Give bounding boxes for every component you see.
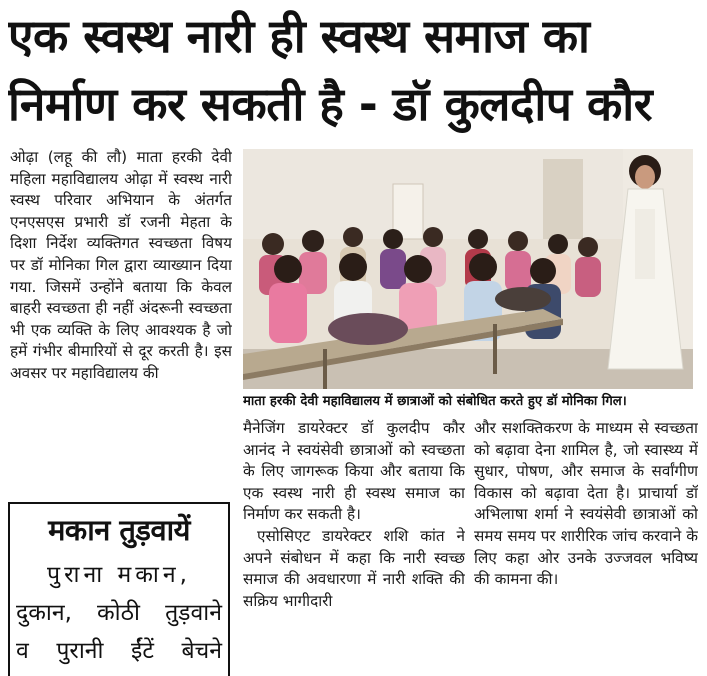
headline-line-2: निर्माण कर सकती है - डॉ कुलदीप कौर — [8, 77, 653, 131]
advert-title: मकान तुड़वायें — [48, 513, 190, 547]
article-column-middle — [243, 418, 465, 676]
article-paragraph: एसोसिएट डायरेक्टर शशि कांत ने अपने संबोधन में कहा कि नारी स्वच्छ समाज की अवधारणा में नारी शक्ति की सक्रिय भागीदारी — [243, 526, 465, 610]
headline — [8, 2, 700, 138]
article-paragraph: ओढ़ा (लहू की लौ) माता हरकी देवी महिला महाविद्यालय ओढ़ा में स्वस्थ नारी स्वस्थ परिवार अभियान के अंतर्गत एनएसएस प्रभारी डॉ रजनी मेहता के दिशा निर्देश व्यक्तिगत स्वच्छता विषय पर डॉ मोनिका गिल द्वारा व्याख्यान दिया गया. जिसमें उन्होंने बताया कि केवल बाहरी स्वच्छता ही नहीं अंदरूनी स्वच्छता भी एक व्यक्ति के लिए आवश्यक है जो हमें गंभीर बीमारियों से दूर करती है। इस अवसर पर महाविद्यालय की — [10, 148, 232, 382]
classified-advert — [8, 502, 230, 676]
article-paragraph: और सशक्तिकरण के माध्यम से स्वच्छता को बढ़ावा देना शामिल है, जो स्वास्थ्य में सुधार, पोषण, और समाज के सर्वांगीण विकास को बढ़ावा देता है। प्राचार्या डॉ अभिलाषा शर्मा ने स्वयंसेवी छात्राओं को समय समय पर शारीरिक जांच करवाने के लिए कहा ओर उनके उज्जवल भविष्य की कामना की। — [474, 419, 698, 589]
article-column-right — [474, 418, 698, 676]
advert-line-2: दुकान, कोठी तुड़वाने — [16, 600, 222, 626]
advert-line-3: व पुरानी ईंटें बेचने — [16, 638, 222, 664]
advert-body — [10, 556, 228, 670]
advert-line-1: पुराना मकान, — [47, 562, 191, 588]
photo-caption: माता हरकी देवी महाविद्यालय में छात्राओं को संबोधित करते हुए डॉ मोनिका गिल। — [243, 394, 627, 409]
article-column-left — [10, 147, 232, 497]
news-photo — [243, 149, 693, 389]
classroom-photo — [243, 149, 693, 389]
headline-line-1: एक स्वस्थ नारी ही स्वस्थ समाज का — [8, 9, 590, 63]
article-paragraph: मैनेजिंग डायरेक्टर डॉ कुलदीप कौर आनंद ने स्वयंसेवी छात्राओं को स्वच्छता के लिए जागरूक किया और बताया कि एक स्वस्थ नारी ही स्वस्थ समाज का निर्माण कर सकती है। — [243, 419, 465, 524]
